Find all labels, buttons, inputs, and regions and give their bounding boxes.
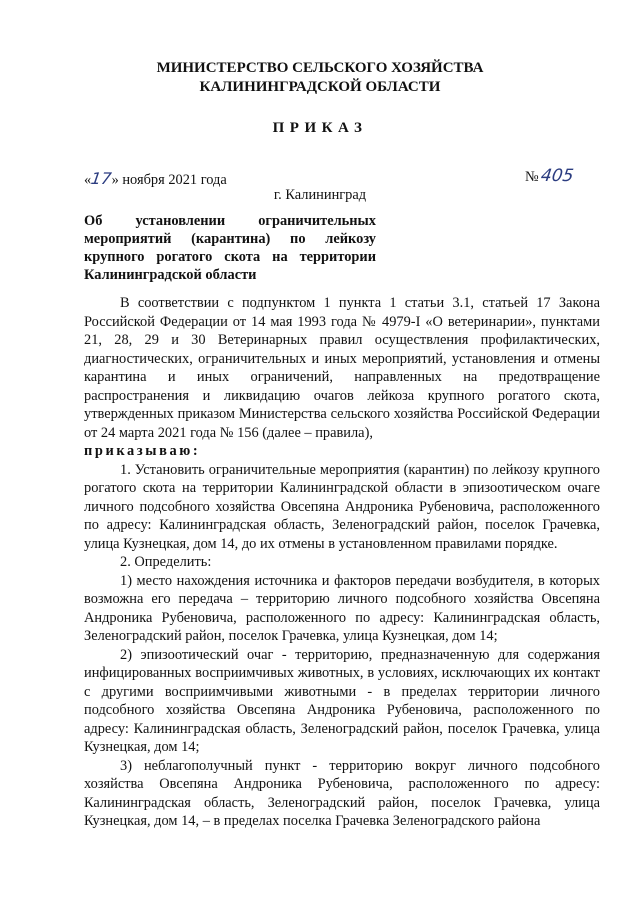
paragraph-2: 2. Определить:	[120, 554, 212, 570]
document-date	[84, 169, 227, 189]
date-rest: » ноября 2021 года	[111, 172, 227, 188]
document-body	[84, 294, 600, 831]
ministry-name-line2: КАЛИНИНГРАДСКОЙ ОБЛАСТИ	[199, 79, 441, 95]
paragraph-2-1: 1) место нахождения источника и факторов передачи возбудителя, в которых возможна его передача – территорию личного подсобного хозяйства Овсепяна Андроника Рубеновича, расположенного по адресу: Калининградская область, Зеленоградский район, поселок Грачевка, улица Кузнецкая, дом 14;	[84, 572, 600, 644]
paragraph-1: 1. Установить ограничительные мероприятия (карантин) по лейкозу крупного рогатого скота на территории Калининградской области в эпизоотическом очаге личного подсобного хозяйства Овсепяна Андроника Рубеновича, расположенного по адресу: Калининградская область, Зеленоградский район, поселок Грачевка, улица Кузнецкая, дом 14, до их отмены в установленном правилами порядке.	[84, 461, 600, 552]
intro-paragraph	[84, 294, 600, 442]
number-value-handwritten: 405	[539, 166, 575, 186]
number-prefix: №	[525, 169, 539, 185]
document-subject: Об установлении ограничительных мероприятий (карантина) по лейкозу крупного рогатого скота на территории Калининградской области	[84, 213, 376, 283]
date-open-quote: «	[84, 172, 92, 188]
order-word-paragraph	[84, 442, 600, 461]
ministry-name-line1: МИНИСТЕРСТВО СЕЛЬСКОГО ХОЗЯЙСТВА	[156, 60, 484, 76]
paragraph-2-2: 2) эпизоотический очаг - территорию, предназначенную для содержания инфицированных восприимчивых животных, в условиях, исключающих их контакт с другими восприимчивыми животными - в пределах территории личного подсобного хозяйства Овсепяна Андроника Рубеновича, расположенного по адресу: Калининградская область, Зеленоградский район, поселок Грачевка, улица Кузнецкая, дом 14;	[84, 646, 600, 755]
document-type: ПРИКАЗ	[272, 120, 368, 136]
document-city: г. Калининград	[273, 187, 367, 203]
paragraph-2-3: 3) неблагополучный пункт - территорию вокруг личного подсобного хозяйства Овсепяна Андроника Рубеновича, расположенного по адресу: Калининградская область, Зеленоградский район, поселок Грачевка, улица Кузнецкая, дом 14, – в пределах поселка Грачевка Зеленоградского района	[84, 757, 600, 829]
date-day-handwritten: 17	[89, 169, 113, 188]
document-number	[525, 166, 573, 186]
order-word: приказываю:	[84, 443, 201, 459]
intro-text: В соответствии с подпунктом 1 пункта 1 статьи 3.1, статьей 17 Закона Российской Федерации от 14 мая 1993 года № 4979-I «О ветеринарии», пунктами 21, 28, 29 и 30 Ветеринарных правил осуществления профилактических, диагностических, ограничительных и иных мероприятий, установления и отмены карантина и иных ограничений, направленных на предотвращение распространения и ликвидацию очагов лейкоза крупного рогатого скота, утвержденных приказом Министерства сельского хозяйства Российской Федерации от 24 марта 2021 года № 156 (далее – правила),	[84, 295, 600, 441]
